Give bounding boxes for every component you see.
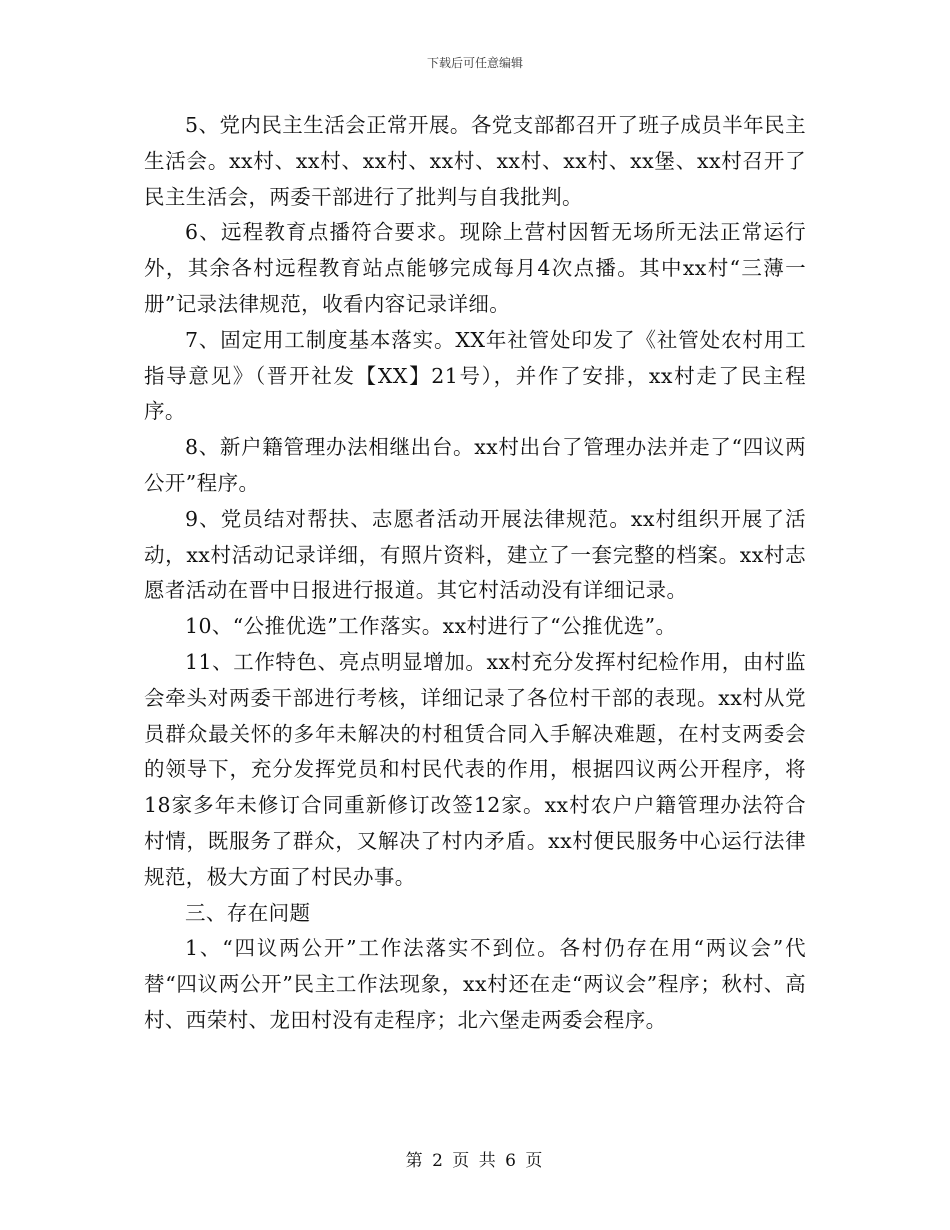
paragraph-item-11: 11、工作特色、亮点明显增加。xx村充分发挥村纪检作用，由村监会牵头对两委干部进行考核，详细记录了各位村干部的表现。xx村从党员群众最关怀的多年未解决的村租赁合同入手解决难题，在村支两委会的领导下，充分发挥党员和村民代表的作用，根据四议两公开程序，将18家多年未修订合同重新修订改签12家。xx村农户户籍管理办法符合村情，既服务了群众，又解决了村内矛盾。xx村便民服务中心运行法律规范，极大方面了村民办事。 [144, 649, 806, 889]
paragraph-problem-1: 1、“四议两公开”工作法落实不到位。各村仍存在用“两议会”代替“四议两公开”民主工作法现象，xx村还在走“两议会”程序；秋村、高村、西荣村、龙田村没有走程序；北六堡走两委会程序。 [144, 936, 806, 1032]
paragraph-item-6: 6、远程教育点播符合要求。现除上营村因暂无场所无法正常运行外，其余各村远程教育站点能够完成每月4次点播。其中xx村“三薄一册”记录法律规范，收看内容记录详细。 [144, 220, 806, 316]
document-body [144, 108, 806, 1039]
page-number: 第 2 页 共 6 页 [405, 1151, 545, 1171]
paragraph-item-5: 5、党内民主生活会正常开展。各党支部都召开了班子成员半年民主生活会。xx村、xx村、xx村、xx村、xx村、xx村、xx堡、xx村召开了民主生活会，两委干部进行了批判与自我批判。 [144, 113, 806, 209]
paragraph-item-8: 8、新户籍管理办法相继出台。xx村出台了管理办法并走了“四议两公开”程序。 [144, 435, 806, 495]
section-heading: 三、存在问题 [185, 900, 311, 925]
page-header: 下载后可任意编辑 [426, 56, 523, 70]
paragraph-item-10: 10、“公推优选”工作落实。xx村进行了“公推优选”。 [185, 614, 677, 639]
paragraph-item-7: 7、固定用工制度基本落实。XX年社管处印发了《社管处农村用工指导意见》（晋开社发【XX】21号），并作了安排，xx村走了民主程序。 [144, 327, 806, 424]
paragraph-item-9: 9、党员结对帮扶、志愿者活动开展法律规范。xx村组织开展了活动，xx村活动记录详细，有照片资料，建立了一套完整的档案。xx村志愿者活动在晋中日报进行报道。其它村活动没有详细记录。 [144, 506, 806, 603]
